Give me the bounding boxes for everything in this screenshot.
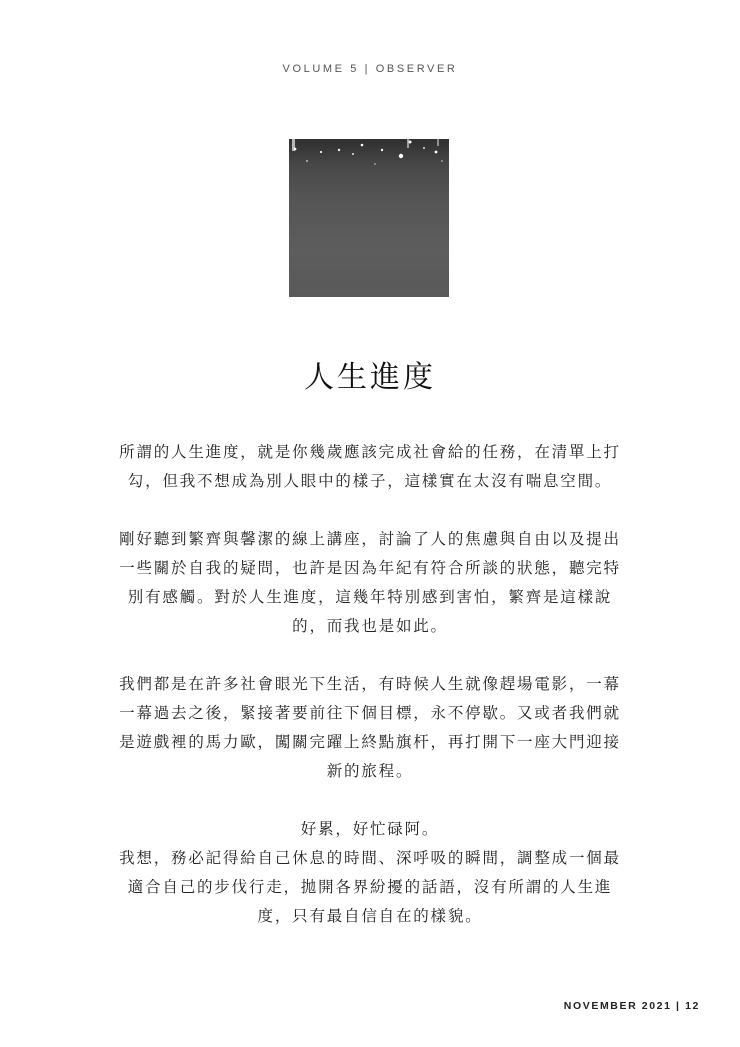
running-footer: NOVEMBER 2021 | 12 <box>563 1000 700 1012</box>
paragraph-line: 的，而我也是如此。 <box>292 617 448 635</box>
paragraph-3 <box>100 670 640 786</box>
paragraph-line: 勾，但我不想成為別人眼中的樣子，這樣實在太沒有喘息空間。 <box>127 472 613 490</box>
running-header: VOLUME 5 | OBSERVER <box>282 63 458 75</box>
article-photo <box>289 139 449 297</box>
paragraph-line: 一些關於自我的疑問，也許是因為年紀有符合所談的狀態，聽完特 <box>119 559 621 577</box>
paragraph-line: 適合自己的步伐行走，拋開各界紛擾的話語，沒有所謂的人生進 <box>127 878 613 896</box>
paragraph-line: 一幕過去之後，緊接著要前往下個目標，永不停歇。又或者我們就 <box>119 704 621 722</box>
paragraph-line: 所謂的人生進度，就是你幾歲應該完成社會給的任務，在清單上打 <box>119 443 621 461</box>
paragraph-line: 度，只有最自信自在的樣貌。 <box>257 907 483 925</box>
paragraph-line: 新的旅程。 <box>326 762 414 780</box>
paragraph-line: 我們都是在許多社會眼光下生活，有時候人生就像趕場電影，一幕 <box>119 675 621 693</box>
paragraph-line: 剛好聽到繁齊與馨潔的線上講座，討論了人的焦慮與自由以及提出 <box>119 530 621 548</box>
paragraph-line: 好累，好忙碌阿。 <box>300 820 440 838</box>
article-body <box>100 438 640 931</box>
article-title: 人生進度 <box>304 360 436 395</box>
paragraph-4 <box>100 815 640 931</box>
photo-light-specks <box>289 139 449 297</box>
paragraph-1 <box>100 438 640 496</box>
paragraph-2 <box>100 525 640 641</box>
paragraph-line: 是遊戲裡的馬力歐，闖關完躍上終點旗杆，再打開下一座大門迎接 <box>119 733 621 751</box>
paragraph-line: 我想，務必記得給自己休息的時間、深呼吸的瞬間，調整成一個最 <box>119 849 621 867</box>
paragraph-line: 別有感觸。對於人生進度，這幾年特別感到害怕，繁齊是這樣說 <box>127 588 613 606</box>
